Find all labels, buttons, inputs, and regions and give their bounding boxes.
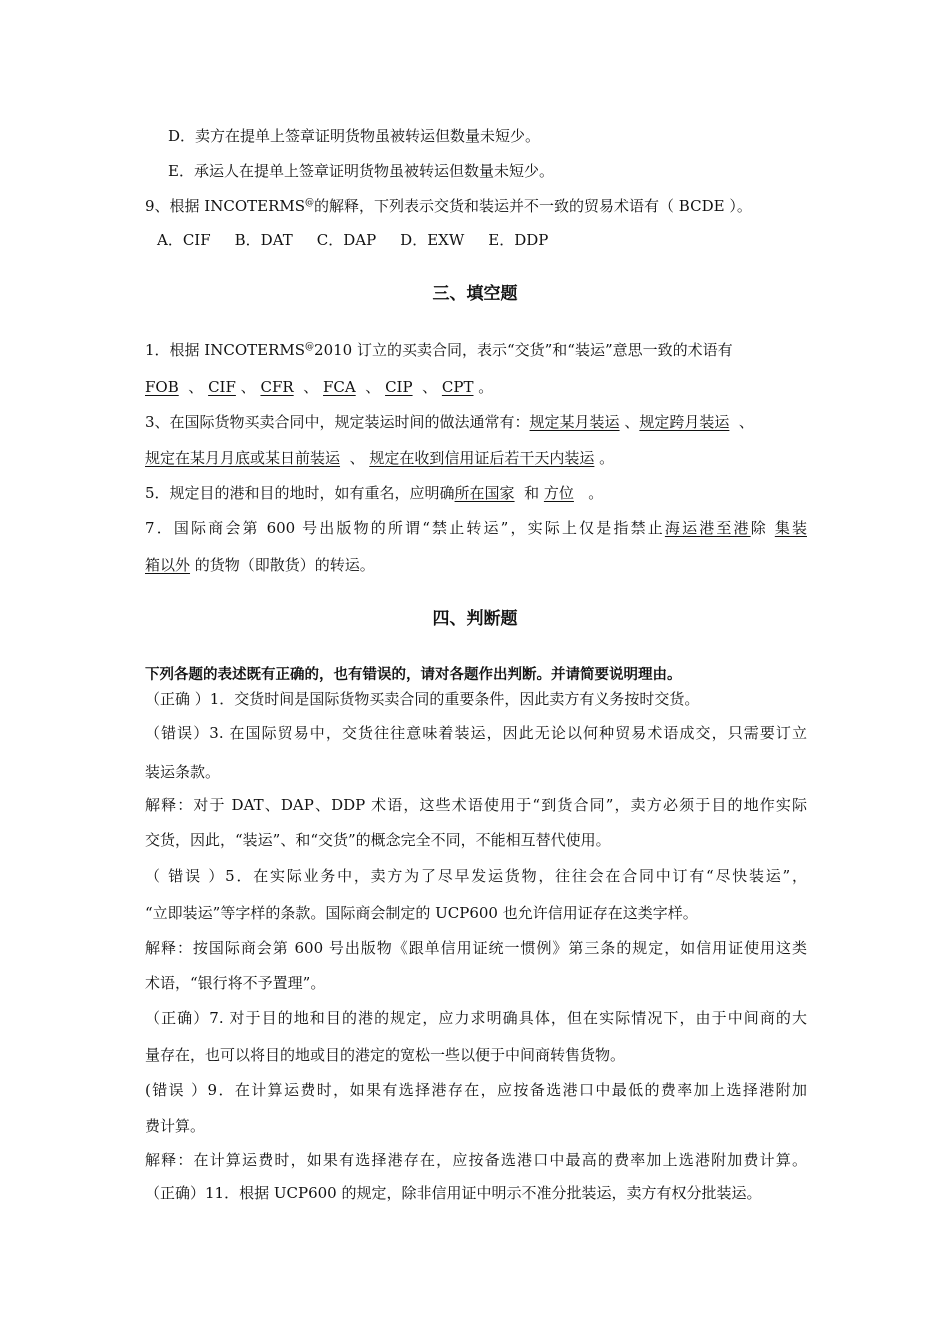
fill-question-3: 3、在国际货物买卖合同中，规定装运时间的做法通常有：规定某月装运 、规定跨月装运 、 <box>145 413 754 431</box>
answer-blank: CFR <box>260 378 294 396</box>
fill-question-1-answers: FOB 、 CIF 、 CFR 、 FCA 、 CIP 、 CPT 。 <box>145 378 494 396</box>
judge-item-3-explanation-cont: 交货，因此，“装运”、和“交货”的概念完全不同，不能相互替代使用。 <box>145 831 611 849</box>
judge-item-1: （正确 ）1．交货时间是国际货物买卖合同的重要条件，因此卖方有义务按时交货。 <box>145 690 700 708</box>
question-9: 9、根据 INCOTERMS@的解释，下列表示交货和装运并不一致的贸易术语有（ BCDE ）。 <box>145 197 752 215</box>
answer-blank: 规定跨月装运 <box>639 413 730 431</box>
option-d: D．卖方在提单上签章证明货物虽被转运但数量未短少。 <box>168 127 541 145</box>
option: D．EXW <box>400 231 465 249</box>
option: E．DDP <box>488 231 549 249</box>
answer-blank: 规定某月装运 <box>529 413 620 431</box>
question-9-options <box>157 230 572 250</box>
answer-blank: 箱以外 <box>145 556 191 574</box>
judge-item-5-explanation: 解释：按国际商会第 600 号出版物《跟单信用证统一惯例》第三条的规定，如信用证使用这类 <box>145 939 807 957</box>
answer-blank: 规定在收到信用证后若干天内装运 <box>369 449 595 467</box>
judge-item-5-cont: “立即装运”等字样的条款。国际商会制定的 UCP600 也允许信用证存在这类字样。 <box>145 904 698 922</box>
answer-blank: CIF <box>208 378 236 396</box>
fill-question-7: 7．国际商会第 600 号出版物的所谓“禁止转运”，实际上仅是指禁止海运港至港除 集装 <box>145 519 807 537</box>
answer-blank: CIP <box>385 378 413 396</box>
fill-question-3-cont: 规定在某月月底或某日前装运 、 规定在收到信用证后若干天内装运 。 <box>145 449 615 467</box>
judge-item-5: （ 错误 ）5．在实际业务中，卖方为了尽早发运货物，往往会在合同中订有“尽快装运”， <box>145 867 807 885</box>
section-heading-fill-in: 三、填空题 <box>432 284 518 304</box>
section-heading-true-false: 四、判断题 <box>432 609 518 629</box>
judge-item-11: （正确）11．根据 UCP600 的规定，除非信用证中明示不准分批装运，卖方有权分批装运。 <box>145 1184 762 1202</box>
judge-item-9-explanation: 解释：在计算运费时，如果有选择港存在，应按备选港口中最高的费率加上选港附加费计算。 <box>145 1151 807 1169</box>
answer-blank: FOB <box>145 378 179 396</box>
option: B．DAT <box>234 231 293 249</box>
fill-question-5: 5．规定目的港和目的地时，如有重名，应明确所在国家 和 方位 。 <box>145 484 604 502</box>
answer-blank: 海运港至港 <box>664 519 751 537</box>
option-e: E．承运人在提单上签章证明货物虽被转运但数量未短少。 <box>168 162 554 180</box>
judge-item-7-cont: 量存在，也可以将目的地或目的港定的宽松一些以便于中间商转售货物。 <box>145 1046 626 1064</box>
judge-intro: 下列各题的表述既有正确的，也有错误的，请对各题作出判断。并请简要说明理由。 <box>145 667 682 683</box>
answer-blank: CPT <box>441 378 474 396</box>
judge-item-3-cont: 装运条款。 <box>145 763 221 781</box>
answer-blank: 方位 <box>543 484 574 502</box>
answer-blank: FCA <box>323 378 356 396</box>
judge-item-9: (错误 ）9．在计算运费时，如果有选择港存在，应按备选港口中最低的费率加上选择港附加 <box>145 1081 807 1099</box>
judge-item-9-cont: 费计算。 <box>145 1117 206 1135</box>
answer-blank: 所在国家 <box>454 484 515 502</box>
judge-item-3-explanation: 解释：对于 DAT、DAP、DDP 术语，这些术语使用于“到货合同”，卖方必须于目的地作实际 <box>145 796 807 814</box>
option: A．CIF <box>157 231 211 249</box>
fill-question-1: 1．根据 INCOTERMS@2010 订立的买卖合同，表示“交货”和“装运”意思一致的术语有 <box>145 341 733 359</box>
option: C．DAP <box>316 231 377 249</box>
answer-blank: 规定在某月月底或某日前装运 <box>145 449 341 467</box>
judge-item-7: （正确）7. 对于目的地和目的港的规定，应力求明确具体，但在实际情况下，由于中间商的大 <box>145 1009 807 1027</box>
judge-item-5-explanation-cont: 术语，“银行将不予置理”。 <box>145 974 326 992</box>
fill-question-7-cont: 箱以外 的货物（即散货）的转运。 <box>145 556 375 574</box>
answer-blank: 集装 <box>774 519 807 537</box>
judge-item-3: （错误）3. 在国际贸易中，交货往往意味着装运，因此无论以何种贸易术语成交，只需要订立 <box>145 724 807 742</box>
